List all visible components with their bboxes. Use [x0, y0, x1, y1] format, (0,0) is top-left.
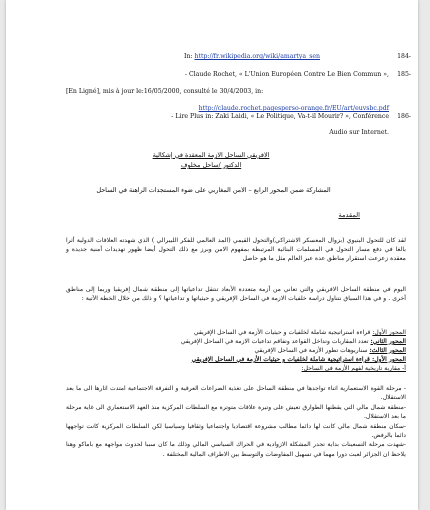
list-item: -شهدت مرحلة التسعينات بداية تجدر المشكلة الازوادية في الحراك السياسي المالي وذلك ما كان سببا لحدوث مواجهة مع باماكو وهنا يلاحظ ان الجزائر لعبت دورا مهما في تسهيل المفاوضات والتوسط بين الاطراف المالية المختلفة .: [66, 441, 406, 458]
footnote-number: 184-: [397, 53, 411, 60]
outline-label: المحور الأول:: [371, 356, 406, 363]
list-item: -منطقة شمال مالي التي يقطنها الطوارق تعيش على وتيرة علاقات متوترة مع السلطات المركزية منذ العهد الاستعماري الى غاية مرحلة ما بعد الاستقلال.: [66, 403, 406, 421]
outline-item: [66, 337, 406, 346]
author-name: الدكتور /ساحل مخلوف: [180, 161, 242, 169]
paper-title: الافريقي الساحل الازمة المعقدة في إشكالية: [152, 151, 270, 159]
intro-paragraph-1: لقد كان للتحول البنيوي (بزوال المعسكر الاشتراكي)والتحول القيمي (المد العالمي للفكر الليبرالي ) الذي شهدته العلاقات الدولية أثرا بالغا في دفع مسار التحول في المسلمات البنائية المرتبطة بمفهوم الامن وبرز مع ذلك التحول أيضا ظهور تهديدات أمنية جديدة و معقدة زعزعت استقرار مناطق عدة عبر العالم مثل ما هو حاصل: [66, 237, 406, 263]
title-block: [96, 150, 326, 170]
footnote-185: [66, 70, 411, 114]
footnote-number: 186-: [397, 113, 411, 120]
outline-label: المحور الثالث:: [369, 347, 406, 354]
intro-heading: المقدمة: [338, 211, 360, 219]
document-page: [6, 0, 418, 510]
outline-text: قراءة استراتيجية شاملة لخلفيات و حيثيات الأزمة في الساحل الإفريقي: [193, 329, 371, 336]
footnote-line: Audio sur Internet.: [329, 129, 389, 136]
outline-item: [66, 346, 406, 355]
footnote-line: - Lire Plus in: Zaki Laidi, « Le Politique, Va-t-il Mourir? », Conférence: [171, 113, 389, 120]
outline-text: سناريوهات تطور الأزمة في الساحل الإفريقي: [254, 347, 368, 354]
outline-text: تعدد المقاربات وتداخل القواعد وتفاقم تداعيات الازمة في الساحل الإفريقي: [180, 338, 369, 345]
intro-paragraph-2: اليوم في منطقة الساحل الافريقي والتي تعاني من أزمة متعددة الأبعاد تنتقل تداعياتها إلى منطقة شمال إفريقيا وربما إلى مناطق أخرى . و في هذا السياق نتناول دراسة خلفيات الازمة في الساحل الإفريقي و حيثياتها و تداعياتها ؟ و ذلك من خلال الخطة الآتية :: [66, 286, 406, 303]
wikipedia-link[interactable]: http://fr.wikipedia.org/wiki/amartya_sen: [194, 53, 321, 60]
outline-label: المحور الأول:: [372, 329, 406, 336]
footnote-184: [66, 52, 411, 62]
footnote-line: [En Ligné], mis à jour le:16/05/2000, consulté le 30/4/2003, in:: [66, 88, 264, 95]
rochet-pdf-link[interactable]: http://claude.rochet.pagesperso-orange.fr/EU/art/euvsbc.pdf: [198, 105, 389, 112]
footnote-line: - Claude Rochet, « L'Union Européen Contre Le Bien Commun »,: [184, 71, 389, 78]
outline-text: قراءة استراتيجية شاملة لخلفيات و حيثيات الأزمة في الساحل الإفريقي: [191, 356, 370, 363]
list-item: - مرحلة القوة الاستعمارية اثناء تواجدها في منطقة الساحل على تغذية الصراعات العرقية و التفرقة الاجتماعية امتدت اثارها الى ما بعد الاستقلال.: [66, 385, 406, 402]
footnote-186: [66, 112, 411, 138]
conference-axis-line: المشاركة ضمن المحور الرابع – الامن المغاربي على ضوء المستجدات الراهنة في الساحل: [96, 186, 331, 194]
outline-label: المحور الثاني:: [370, 338, 406, 345]
list-item: -سكان منطقة شمال مالي كانت لها دائما مطالب مشروعة اقتصاديا واجتماعيا وثقافيا وسياسيا لكن السلطات المركزية كانت تواجهها دائما بالرفض.: [66, 422, 406, 440]
outline-item: [66, 355, 406, 364]
plan-outline: [66, 328, 406, 373]
section-heading: أ- مقاربة تاريخية لفهم الأزمة في الساحل:: [301, 365, 406, 372]
outline-item: [66, 328, 406, 337]
footnote-number: 185-: [397, 71, 411, 78]
history-list: [66, 384, 406, 459]
footnote-prefix: In:: [184, 53, 195, 60]
